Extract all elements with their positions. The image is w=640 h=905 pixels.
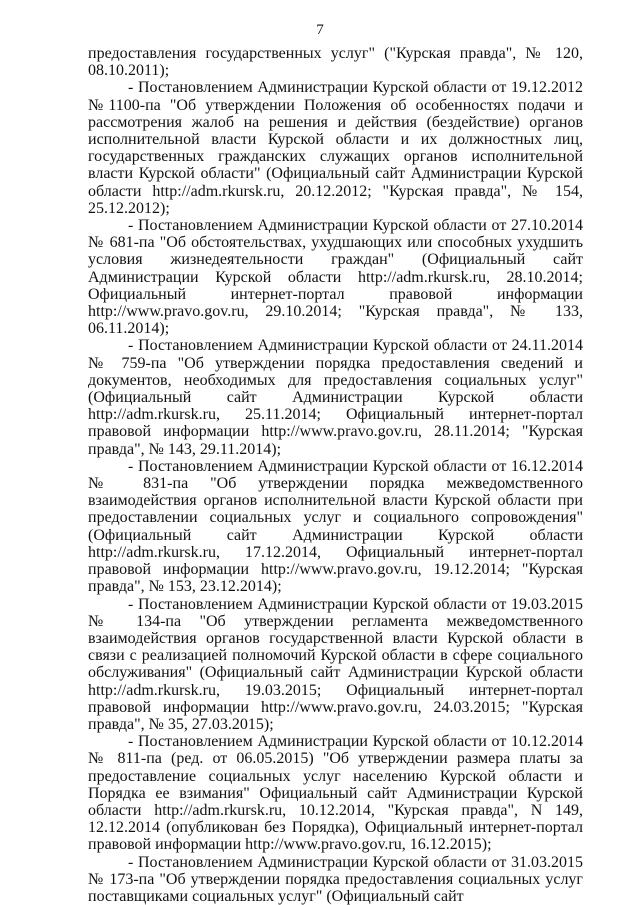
document-body <box>88 45 583 905</box>
legal-reference-item: - Постановлением Администрации Курской области от 10.12.2014 № 811-па (ред. от 06.05.2015) "Об утверждении размера платы за предоставление социальных услуг населению Курской области и Порядка ее взимания" Официальный сайт Администрации Курской области http://adm.rkursk.ru, 10.12.2014, "Курская правда", N 149, 12.12.2014 (опубликован без Порядка), Официальный интернет-портал правовой информации http://www.pravo.gov.ru, 16.12.2015); <box>88 733 583 854</box>
legal-reference-item: - Постановлением Администрации Курской области от 19.12.2012 №1100-па "Об утверждении Положения об особенностях подачи и рассмотрения жалоб на решения и действия (бездействие) органов исполнительной власти Курской области и их должностных лиц, государственных гражданских служащих органов исполнительной власти Курской области" (Официальный сайт Администрации Курской области http://adm.rkursk.ru, 20.12.2012; "Курская правда", № 154, 25.12.2012); <box>88 79 583 217</box>
page-number: 7 <box>316 22 324 38</box>
legal-reference-item: - Постановлением Администрации Курской области от 16.12.2014 № 831-па "Об утверждении порядка межведомственного взаимодействия органов исполнительной власти Курской области при предоставлении социальных услуг и социального сопровождения" (Официальный сайт Администрации Курской области http://adm.rkursk.ru, 17.12.2014, Официальный интернет-портал правовой информации http://www.pravo.gov.ru, 19.12.2014; "Курская правда", № 153, 23.12.2014); <box>88 457 583 596</box>
legal-reference-item: - Постановлением Администрации Курской области от 31.03.2015 № 173-па "Об утверждении порядка предоставления социальных услуг поставщиками социальных услуг" (Официальный сайт <box>88 853 583 905</box>
legal-reference-item: - Постановлением Администрации Курской области от 19.03.2015 № 134-па "Об утверждении регламента межведомственного взаимодействия органов государственной власти Курской области в связи с реализацией полномочий Курской области в сфере социального обслуживания" (Официальный сайт Администрации Курской области http://adm.rkursk.ru, 19.03.2015; Официальный интернет-портал правовой информации http://www.pravo.gov.ru, 24.03.2015; "Курская правда", № 35, 27.03.2015); <box>88 595 583 733</box>
legal-reference-item: - Постановлением Администрации Курской области от 24.11.2014 № 759-па "Об утверждении порядка предоставления сведений и документов, необходимых для предоставления социальных услуг" (Официальный сайт Администрации Курской области http://adm.rkursk.ru, 25.11.2014; Официальный интернет-портал правовой информации http://www.pravo.gov.ru, 28.11.2014; "Курская правда", № 143, 29.11.2014); <box>88 337 583 458</box>
legal-reference-item: - Постановлением Администрации Курской области от 27.10.2014 № 681-па "Об обстоятельствах, ухудшающих или способных ухудшить условия жизнедеятельности граждан" (Официальный сайт Администрации Курской области http://adm.rkursk.ru, 28.10.2014; Официальный интернет-портал правовой информации http://www.pravo.gov.ru, 29.10.2014; "Курская правда", № 133, 06.11.2014); <box>88 217 583 338</box>
continued-paragraph: предоставления государственных услуг" ("Курская правда", № 120, 08.10.2011); <box>88 45 583 80</box>
